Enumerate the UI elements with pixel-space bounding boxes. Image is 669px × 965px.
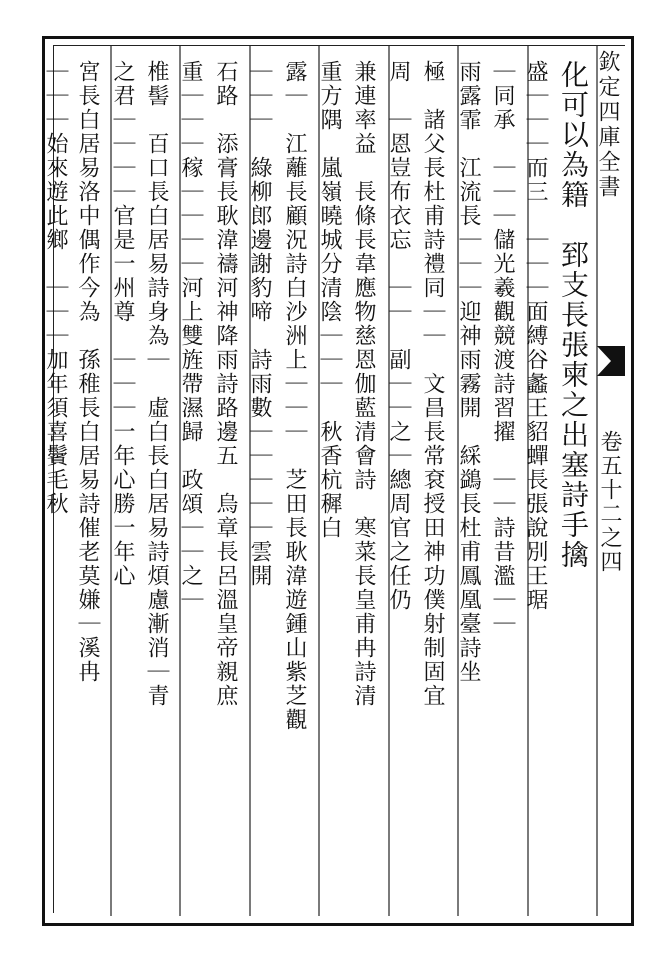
text-column-16: ｜｜｜始來遊此鄉 ｜｜｜加年須喜鬢毛秋 [43, 60, 68, 516]
text-column-12: 重｜｜｜稼｜｜｜｜河上雙旌帶濕歸 政頌｜｜之｜ [178, 60, 203, 612]
text-column-6: 周 ｜恩豈布衣忘 ｜｜ 副｜｜之｜總周官之任仍 [386, 60, 411, 612]
header-title: 欽定四庫全書 [595, 50, 620, 200]
text-column-5: 極 諸父長杜甫詩禮同｜｜ 文昌長常袞授田神功僕射制固宜 [420, 60, 445, 708]
text-column-4: 雨露霏 江流長｜｜｜迎神雨霧開 綵鷁長杜甫鳳凰臺詩坐 [456, 60, 481, 684]
text-column-10: ｜｜｜ 綠柳郎邊謝豹啼 詩雨數｜｜｜｜｜雲開 [247, 60, 272, 588]
text-column-9: 露｜ 江蘺長顧況詩白沙洲上｜｜｜ 芝田長耿湋遊鍾山紫芝觀 [282, 60, 307, 732]
text-column-11: 石路 添膏長耿湋禱河神降雨詩路邊五 烏章長呂溫皇帝親庶 [213, 60, 238, 708]
text-column-3: ｜同承 ｜｜｜儲光羲觀競渡詩習擢 ｜｜詩昔濫｜｜ [490, 60, 515, 636]
text-column-15: 宮長白居易洛中偶作今為 孫稚長白居易詩催老莫嫌｜溪冉 [75, 60, 100, 684]
text-column-2: 盛｜｜｜而三 ｜｜｜面縛谷蠡王貂蟬長張說別王琚 [523, 60, 548, 612]
volume-label: 卷五十二之四 [597, 430, 622, 574]
page-frame [42, 36, 634, 926]
text-column-7: 兼連率益 長條長韋應物慈恩伽藍清會詩 寒菜長皇甫冉詩清 [351, 60, 376, 708]
text-block [43, 45, 625, 913]
text-column-13: 椎髻 百口長白居易詩身為｜ 虛白長白居易詩煩慮漸消｜青 [144, 60, 169, 708]
fish-tail-mark [597, 346, 625, 376]
text-column-1: 化可以為籍 郅支長張柬之出塞詩手擒 [557, 60, 590, 570]
text-column-8: 重方隅 嵐嶺曉城分清陰｜｜｜ 秋香杭穉白 [317, 60, 342, 540]
text-column-14: 之君｜｜｜｜官是一州尊 ｜｜｜一年心勝一年心 [110, 60, 135, 588]
